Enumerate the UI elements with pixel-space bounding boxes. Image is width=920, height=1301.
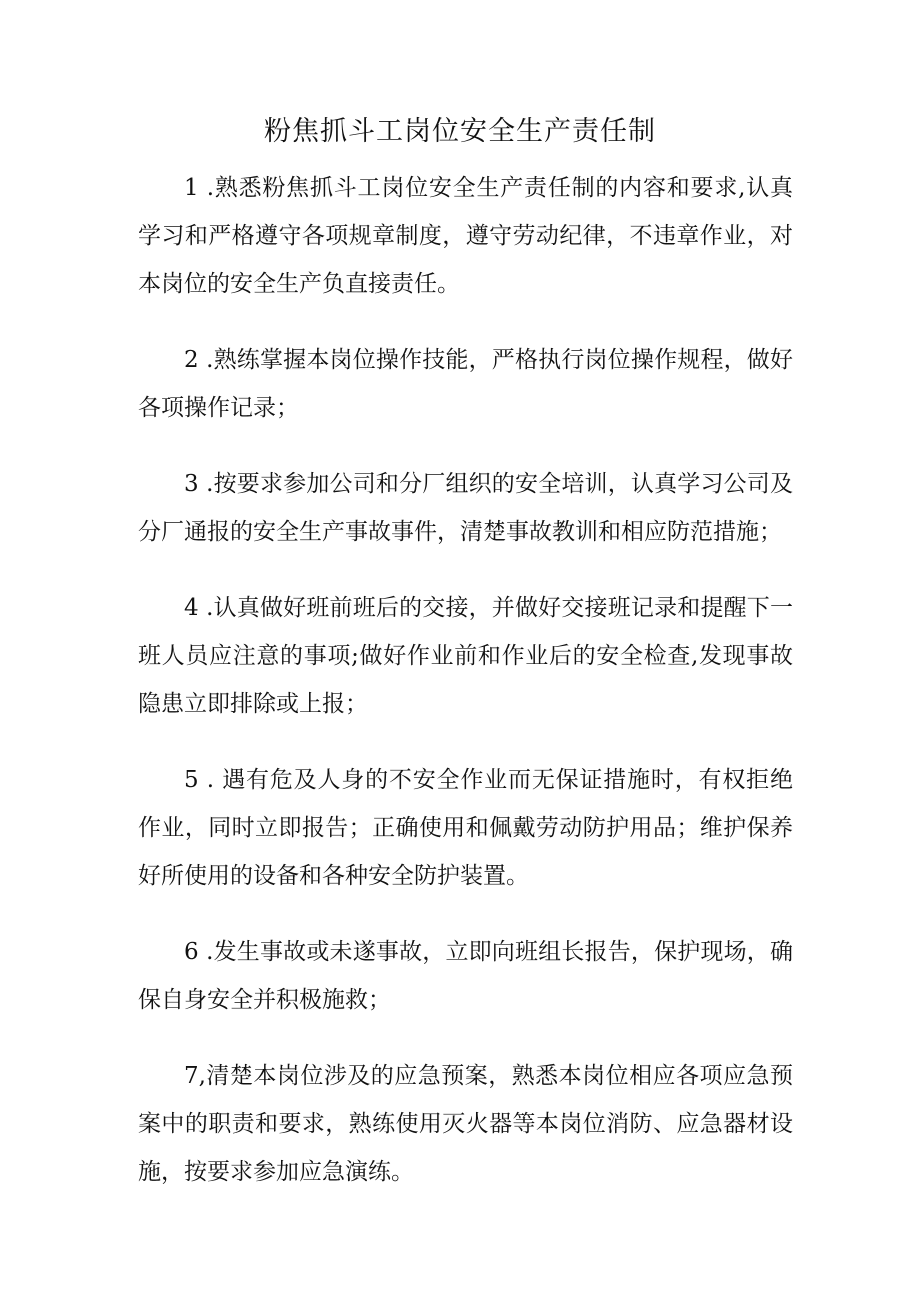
responsibility-item-6: 6 .发生事故或未遂事故，立即向班组长报告，保护现场，确保自身安全并积极施救； [138, 939, 793, 1013]
page-title: 粉焦抓斗工岗位安全生产责任制 [264, 116, 656, 147]
responsibility-item-4: 4 .认真做好班前班后的交接，并做好交接班记录和提醒下一班人员应注意的事项;做好作业前和作业后的安全检查,发现事故隐患立即排除或上报； [138, 595, 793, 717]
responsibility-item-1: 1 .熟悉粉焦抓斗工岗位安全生产责任制的内容和要求,认真学习和严格遵守各项规章制度，遵守劳动纪律，不违章作业，对本岗位的安全生产负直接责任。 [138, 175, 793, 297]
responsibility-item-5: 5 . 遇有危及人身的不安全作业而无保证措施时，有权拒绝作业，同时立即报告；正确使用和佩戴劳动防护用品；维护保养好所使用的设备和各种安全防护装置。 [138, 767, 793, 889]
document-body [138, 164, 793, 1224]
responsibility-item-3: 3 .按要求参加公司和分厂组织的安全培训，认真学习公司及分厂通报的安全生产事故事件，清楚事故教训和相应防范措施； [138, 471, 793, 545]
responsibility-item-7: 7,清楚本岗位涉及的应急预案，熟悉本岗位相应各项应急预案中的职责和要求，熟练使用灭火器等本岗位消防、应急器材设施，按要求参加应急演练。 [138, 1063, 793, 1185]
responsibility-item-2: 2 .熟练掌握本岗位操作技能，严格执行岗位操作规程，做好各项操作记录； [138, 347, 793, 421]
